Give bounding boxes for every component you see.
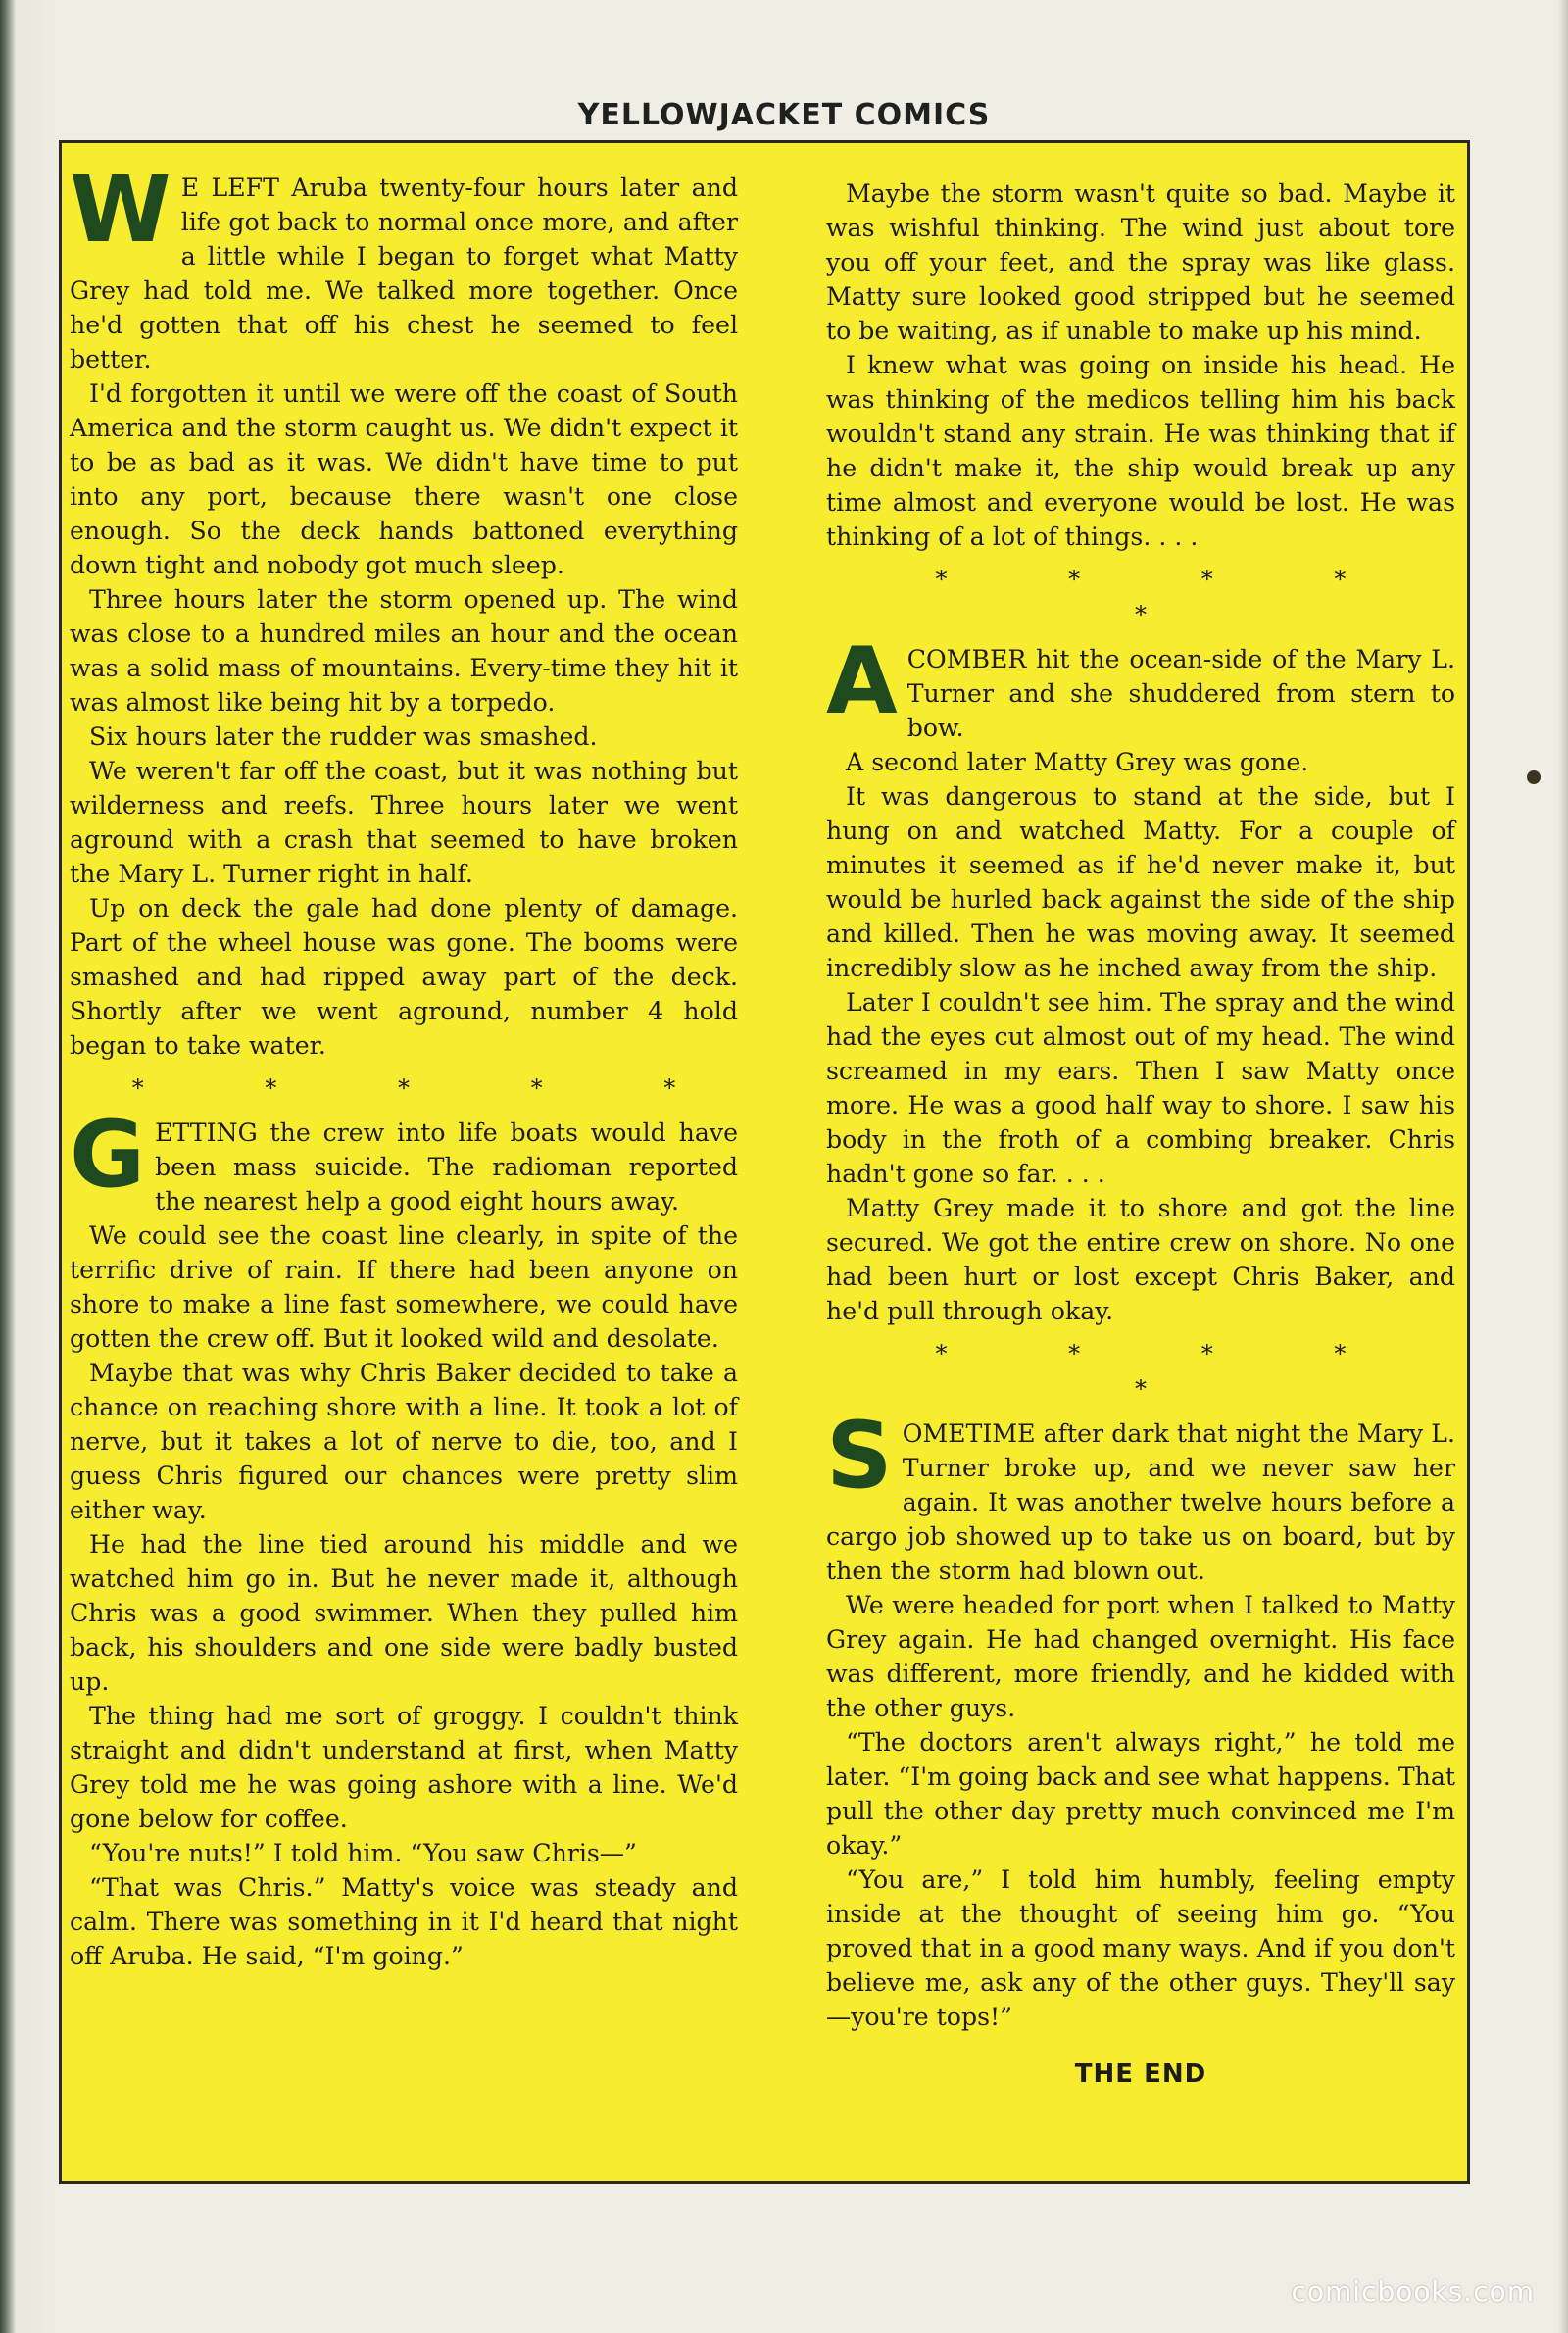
the-end-label: THE END — [1074, 2060, 1207, 2089]
paragraph: I'd forgotten it until we were off the coast of South America and the storm caught us. We didn't expect it to be as bad as it was. We didn't have time to put into any port, because there wasn't one close enough. So the deck hands battoned everything down tight and nobody got much sleep. — [70, 379, 738, 579]
paragraph: Later I couldn't see him. The spray and the wind had the eyes cut almost out of my head. The wind screamed in my ears. Then I saw Matty once more. He was a good half way to shore. I saw his body in the froth of a combing breaker. Chris hadn't gone so far. . . . — [826, 988, 1455, 1188]
dropcap-a: A — [826, 628, 898, 735]
section-divider: * * * * * — [131, 1074, 733, 1102]
paragraph: “You're nuts!” I told him. “You saw Chris—” — [89, 1839, 637, 1867]
paragraph: “You are,” I told him humbly, feeling empty inside at the thought of seeing him go. “You proved that in a good many ways. And if you don't believe me, ask any of the other guys. They'll say—you're tops!” — [826, 1865, 1455, 2031]
paragraph: We weren't far off the coast, but it was nothing but wilderness and reefs. Three hours later we went aground with a crash that seemed to have broken the Mary L. Turner right in half. — [70, 757, 738, 888]
paragraph: “That was Chris.” Matty's voice was steady and calm. There was something in it I'd heard that night off Aruba. He said, “I'm going.” — [70, 1873, 738, 1970]
paragraph: A second later Matty Grey was gone. — [846, 748, 1309, 776]
paragraph: It was dangerous to stand at the side, but I hung on and watched Matty. For a couple of minutes it seemed as if he'd never make it, but would be hurled back against the side of the ship and killed. Then he was moving away. It seemed incredibly slow as he inched away from the ship. — [826, 782, 1455, 982]
page-edge-right — [1558, 0, 1568, 2333]
watermark: comicbooks.com — [1291, 2275, 1535, 2308]
paragraph: COMBER hit the ocean-side of the Mary L. Turner and she shuddered from stern to bow. — [906, 645, 1455, 742]
paragraph: ETTING the crew into life boats would have been mass suicide. The radioman reported the nearest help a good eight hours away. — [155, 1118, 738, 1216]
dropcap-s: S — [826, 1403, 893, 1510]
paragraph: Maybe the storm wasn't quite so bad. Maybe it was wishful thinking. The wind just about tore you off your feet, and the spray was like glass. Matty sure looked good stripped but he seemed to be waiting, as if unable to make up his mind. — [826, 179, 1455, 345]
paragraph: E LEFT Aruba twenty-four hours later and life got back to normal once more, and after a little while I began to forget what Matty Grey had told me. We talked more together. Once he'd gotten that off his chest he seemed to feel better. — [70, 174, 738, 373]
paragraph: Maybe that was why Chris Baker decided to take a chance on reaching shore with a line. It took a lot of nerve, but it takes a lot of nerve to die, too, and I guess Chris figured our chances were pretty slim either way. — [70, 1359, 738, 1524]
paragraph: OMETIME after dark that night the Mary L. Turner broke up, and we never saw her again. It was another twelve hours before a cargo job showed up to take us on board, but by then the storm had blown out. — [826, 1419, 1455, 1585]
paragraph: Matty Grey made it to shore and got the line secured. We got the entire crew on shore. No one had been hurt or lost except Chris Baker, and he'd pull through okay. — [826, 1194, 1455, 1325]
paragraph: He had the line tied around his middle and we watched him go in. But he never made it, although Chris was a good swimmer. When they pulled him back, his shoulders and one side were badly busted up. — [70, 1530, 738, 1696]
section-divider: * * * * * — [935, 566, 1403, 628]
paragraph: We were headed for port when I talked to Matty Grey again. He had changed overnight. His face was different, more friendly, and he kidded with the other guys. — [826, 1591, 1455, 1722]
paragraph: “The doctors aren't always right,” he told me later. “I'm going back and see what happens. That pull the other day pretty much convinced me I'm okay.” — [826, 1728, 1455, 1860]
paragraph: The thing had me sort of groggy. I couldn't think straight and didn't understand at first, when Matty Grey told me he was going ashore with a line. We'd gone below for coffee. — [70, 1702, 738, 1833]
dropcap-g: G — [70, 1102, 146, 1209]
dropcap-w: W — [70, 157, 172, 264]
paragraph: Six hours later the rudder was smashed. — [89, 722, 598, 751]
paragraph: I knew what was going on inside his head. He was thinking of the medicos telling him his back wouldn't stand any strain. He was thinking that if he didn't make it, the ship would break up any time almost and everyone would be lost. He was thinking of a lot of things. . . . — [826, 351, 1455, 551]
binding-hole — [1527, 770, 1541, 784]
paragraph: We could see the coast line clearly, in spite of the terrific drive of rain. If there had been anyone on shore to make a line fast somewhere, we could have gotten the crew off. But it looked wild and desolate. — [70, 1221, 738, 1353]
paragraph: Up on deck the gale had done plenty of damage. Part of the wheel house was gone. The booms were smashed and had ripped away part of the deck. Shortly after we went aground, number 4 hold began to take water. — [70, 894, 738, 1060]
left-column — [70, 157, 738, 1973]
story-panel — [59, 140, 1470, 2184]
right-column — [826, 176, 1455, 2092]
paragraph: Three hours later the storm opened up. The wind was close to a hundred miles an hour and the ocean was a solid mass of mountains. Every-time they hit it was almost like being hit by a torpedo. — [70, 585, 738, 717]
section-divider: * * * * * — [935, 1340, 1403, 1403]
page-header: YELLOWJACKET COMICS — [577, 98, 991, 132]
